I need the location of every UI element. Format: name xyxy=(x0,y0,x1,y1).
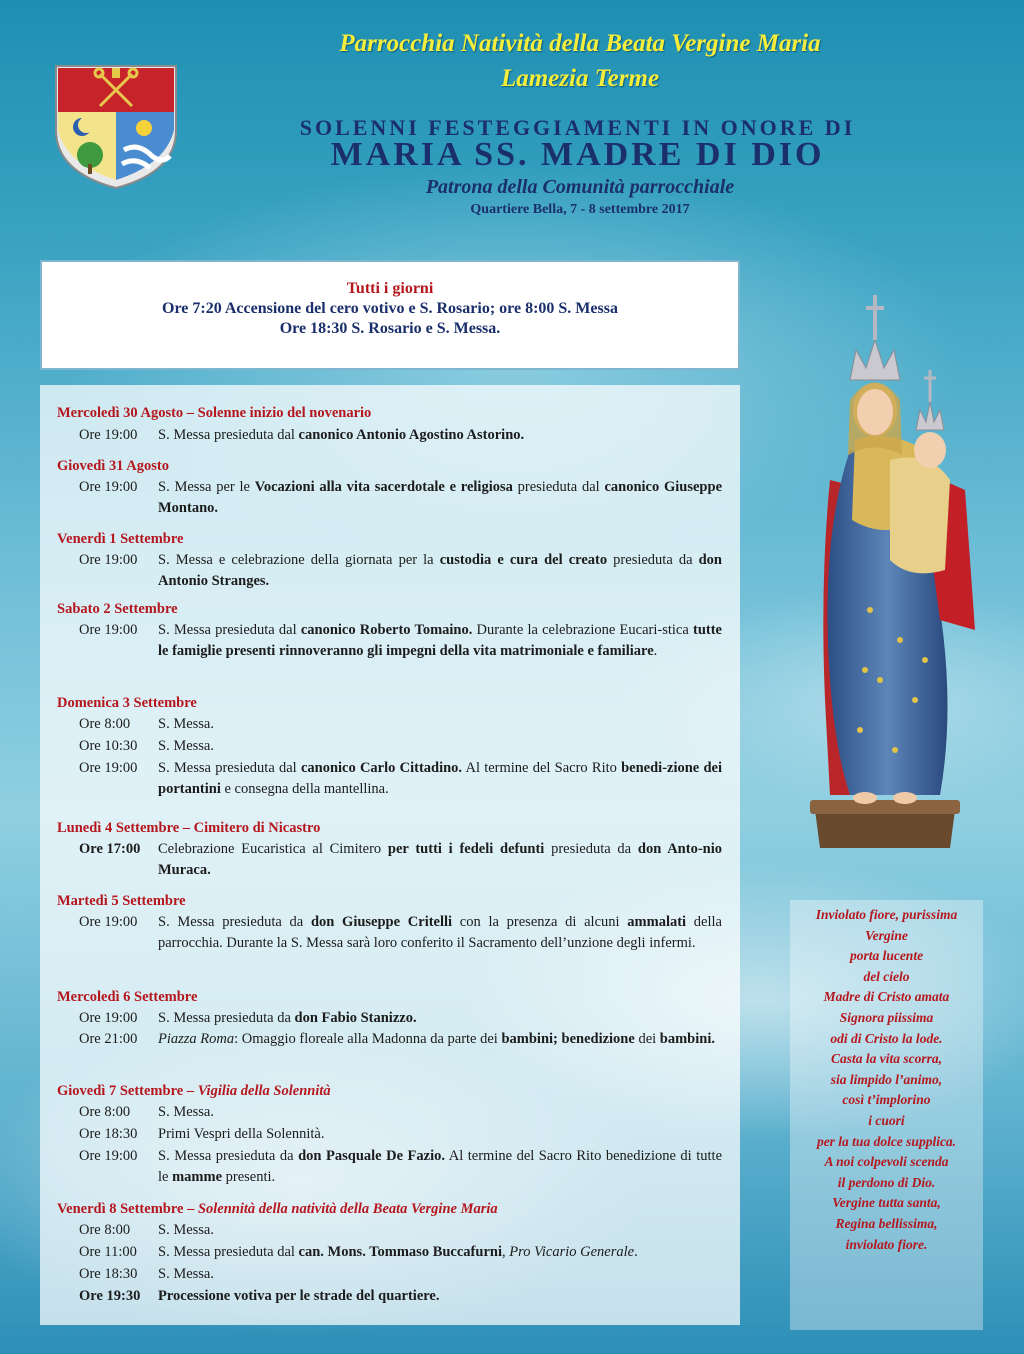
patron-line: Patrona della Comunità parrocchiale xyxy=(425,176,735,198)
day-heading xyxy=(57,891,186,912)
event-description xyxy=(158,1242,722,1263)
event-description xyxy=(158,758,722,800)
schedule-event xyxy=(79,1102,722,1123)
day-subtitle: Solennità della natività della Beata Vergine Maria xyxy=(197,1201,498,1217)
event-text-part: presieduta dal xyxy=(512,479,605,495)
event-time: Ore 21:00 xyxy=(79,1031,138,1047)
event-text-part: Al termine del Sacro Rito xyxy=(462,760,622,776)
event-time: Ore 8:00 xyxy=(79,1222,131,1238)
schedule-event xyxy=(79,1029,722,1050)
event-time: Ore 19:00 xyxy=(79,760,138,776)
day-label: Venerdì 1 Settembre xyxy=(57,531,184,547)
event-text-part: S. Messa presieduta da xyxy=(158,1010,295,1026)
day-heading xyxy=(57,456,169,477)
schedule-event xyxy=(79,839,722,881)
event-text-part: S. Messa presieduta dal xyxy=(158,1244,299,1260)
prayer-line: sia limpido l’animo, xyxy=(830,1071,943,1087)
event-description xyxy=(158,736,722,757)
event-text-part: Celebrazione Eucaristica al Cimitero xyxy=(158,841,388,857)
event-time: Ore 19:00 xyxy=(79,479,138,495)
event-text-part: S. Messa presieduta dal xyxy=(158,427,299,443)
prayer-line: Vergine tutta santa, xyxy=(832,1195,941,1211)
event-text-part: presieduta da xyxy=(607,552,699,568)
event-time: Ore 11:00 xyxy=(79,1244,137,1260)
event-text-part: bambini. xyxy=(659,1031,715,1047)
event-text-part: S. Messa presieduta dal xyxy=(158,760,301,776)
coat-of-arms-logo xyxy=(52,60,180,190)
day-label: Mercoledì 6 Settembre xyxy=(57,989,198,1005)
event-text-part: , xyxy=(501,1244,510,1260)
schedule-event xyxy=(79,1220,722,1241)
madonna-statue-image xyxy=(790,280,980,860)
event-text-part: tutte le famiglie presenti rinnoveranno gli impegni della vita matrimoniale e familiare xyxy=(158,622,722,659)
parish-name: Parrocchia Natività della Beata Vergine Maria xyxy=(339,30,821,57)
day-label: Venerdì 8 Settembre – xyxy=(57,1201,198,1217)
event-text-part: don Antonio Stranges. xyxy=(158,552,722,589)
event-text-part: S. Messa per le xyxy=(158,479,255,495)
event-time: Ore 18:30 xyxy=(79,1266,138,1282)
schedule-event xyxy=(79,550,722,592)
event-text-part: bambini; benedizione xyxy=(501,1031,635,1047)
event-description xyxy=(158,714,722,735)
prayer-line: Regina bellissima, xyxy=(835,1215,938,1231)
event-text-part: mamme xyxy=(172,1169,223,1185)
event-text-part: canonico Giuseppe Montano. xyxy=(158,479,722,516)
event-text-part: don Fabio Stanizzo. xyxy=(294,1010,417,1026)
event-text-part: presenti. xyxy=(222,1169,276,1185)
event-text-part: con la presenza di alcuni xyxy=(452,914,628,930)
event-text-part: Vocazioni alla vita sacerdotale e religiosa xyxy=(254,479,513,495)
event-text-part: Piazza Roma xyxy=(158,1031,235,1047)
feast-subtitle: SOLENNI FESTEGGIAMENTI IN ONORE DI xyxy=(299,115,856,140)
event-text-part: S. Messa e celebrazione della giornata per la xyxy=(158,552,440,568)
event-time: Ore 19:00 xyxy=(79,1148,138,1164)
day-heading xyxy=(57,693,197,714)
day-label: Martedì 5 Settembre xyxy=(57,893,186,909)
event-text-part: S. Messa presieduta da xyxy=(158,914,311,930)
event-text-part: Durante la celebrazione Eucari-stica xyxy=(472,622,693,638)
prayer-line: il perdono di Dio. xyxy=(837,1174,936,1190)
event-text-part: dei xyxy=(634,1031,660,1047)
schedule-event xyxy=(79,620,722,662)
event-time: Ore 17:00 xyxy=(79,841,141,857)
day-heading xyxy=(57,1199,498,1220)
schedule-event xyxy=(79,758,722,800)
event-text-part: della parrocchia. Durante la S. Messa sarà loro conferito il Sacramento dell’unzione degli infermi. xyxy=(158,914,722,951)
prayer-line: i cuori xyxy=(868,1112,905,1128)
event-text-part: Processione votiva per le strade del quartiere. xyxy=(158,1288,440,1304)
event-description xyxy=(158,1029,722,1050)
day-heading xyxy=(57,529,183,550)
prayer-line: Inviolato fiore, purissima xyxy=(815,907,958,922)
event-text-part: S. Messa. xyxy=(158,1266,214,1282)
event-text-part: Al termine del Sacro Rito benedizione di tutte le xyxy=(158,1148,723,1185)
daily-title: Tutti i giorni xyxy=(346,280,434,297)
schedule-event xyxy=(79,1286,722,1307)
event-text-part: don Giuseppe Critelli xyxy=(310,914,453,930)
event-description xyxy=(158,1264,722,1285)
event-description xyxy=(158,477,722,519)
daily-line-1: Ore 7:20 Accensione del cero votivo e S. Rosario; ore 8:00 S. Messa xyxy=(162,300,618,317)
day-label: Lunedì 4 Settembre – Cimitero di Nicastro xyxy=(57,820,321,836)
prayer-line: Casta la vita scorra, xyxy=(830,1051,942,1067)
prayer-line: A noi colpevoli scenda xyxy=(824,1154,949,1170)
event-text-part: per tutti i fedeli defunti xyxy=(387,841,545,857)
event-text-part: don Anto-nio Muraca. xyxy=(158,841,722,878)
event-text-part: canonico Carlo Cittadino. xyxy=(300,760,463,776)
prayer-line: per la tua dolce supplica. xyxy=(816,1133,957,1149)
prayer-line: del cielo xyxy=(863,968,910,984)
event-text-part: benedi-zione dei portantini xyxy=(158,760,722,797)
event-text-part: canonico Antonio Agostino Astorino. xyxy=(298,427,525,443)
parish-town: Lamezia Terme xyxy=(500,65,660,92)
event-text-part: ammalati xyxy=(627,914,687,930)
schedule-panel xyxy=(40,385,740,1325)
event-text-part: Primi Vespri della Solennità. xyxy=(158,1126,325,1142)
event-time: Ore 18:30 xyxy=(79,1126,138,1142)
event-description xyxy=(158,1008,722,1029)
event-text-part: . xyxy=(653,643,658,659)
event-description xyxy=(158,1220,722,1241)
event-text-part: S. Messa. xyxy=(158,1222,214,1238)
prayer-line: Madre di Cristo amata xyxy=(823,989,950,1005)
day-heading xyxy=(57,818,320,839)
event-text-part: don Pasquale De Fazio. xyxy=(298,1148,446,1164)
schedule-event xyxy=(79,1264,722,1285)
place-date: Quartiere Bella, 7 - 8 settembre 2017 xyxy=(470,202,690,217)
event-description xyxy=(158,1146,722,1188)
event-time: Ore 8:00 xyxy=(79,1104,131,1120)
schedule-event xyxy=(79,1124,722,1145)
event-text-part: S. Messa presieduta da xyxy=(158,1148,299,1164)
event-description xyxy=(158,425,722,446)
event-description xyxy=(158,1102,722,1123)
daily-line-2: Ore 18:30 S. Rosario e S. Messa. xyxy=(279,320,501,337)
daily-schedule-box xyxy=(40,260,740,370)
event-text-part: S. Messa presieduta dal xyxy=(158,622,301,638)
day-heading xyxy=(57,403,371,424)
event-time: Ore 8:00 xyxy=(79,716,131,732)
event-text-part: S. Messa. xyxy=(158,738,214,754)
day-heading xyxy=(57,599,178,620)
event-description xyxy=(158,839,722,881)
event-text-part: e consegna della mantellina. xyxy=(220,781,389,797)
day-label: Domenica 3 Settembre xyxy=(57,695,197,711)
schedule-event xyxy=(79,1008,722,1029)
prayer-line: così t’implorino xyxy=(842,1092,931,1108)
prayer-line: inviolato fiore. xyxy=(845,1236,928,1252)
day-label: Giovedì 31 Agosto xyxy=(57,458,169,474)
day-heading xyxy=(57,1081,331,1102)
event-description xyxy=(158,550,722,592)
event-text-part: custodia e cura del creato xyxy=(439,552,608,568)
day-label: Mercoledì 30 Agosto – Solenne inizio del novenario xyxy=(57,405,372,421)
schedule-event xyxy=(79,736,722,757)
event-time: Ore 10:30 xyxy=(79,738,138,754)
day-label: Giovedì 7 Settembre – xyxy=(57,1083,198,1099)
event-text-part: canonico Roberto Tomaino. xyxy=(300,622,473,638)
event-text-part: : Omaggio floreale alla Madonna da parte dei xyxy=(234,1031,502,1047)
event-text-part: S. Messa. xyxy=(158,1104,214,1120)
event-text-part: S. Messa. xyxy=(158,716,214,732)
prayer-box xyxy=(790,900,983,1330)
event-description xyxy=(158,912,722,954)
day-subtitle: Vigilia della Solennità xyxy=(197,1083,331,1099)
prayer-line: odi di Cristo la lode. xyxy=(830,1030,943,1046)
prayer-line: Vergine xyxy=(865,927,908,943)
day-label: Sabato 2 Settembre xyxy=(57,601,178,617)
prayer-line: porta lucente xyxy=(849,948,924,964)
event-time: Ore 19:00 xyxy=(79,427,138,443)
event-time: Ore 19:30 xyxy=(79,1288,141,1304)
event-description xyxy=(158,1124,722,1145)
day-heading xyxy=(57,987,197,1008)
schedule-event xyxy=(79,714,722,735)
event-text-part: . xyxy=(634,1244,638,1260)
event-description xyxy=(158,1286,722,1307)
event-text-part: Pro Vicario Generale xyxy=(509,1244,635,1260)
prayer-text xyxy=(790,900,983,1255)
schedule-event xyxy=(79,1146,722,1188)
schedule-event xyxy=(79,477,722,519)
schedule-event xyxy=(79,425,722,446)
event-time: Ore 19:00 xyxy=(79,622,138,638)
schedule-event xyxy=(79,912,722,954)
event-description xyxy=(158,620,722,662)
event-text-part: can. Mons. Tommaso Buccafurni xyxy=(298,1244,502,1260)
prayer-line: Signora piissima xyxy=(839,1009,934,1025)
event-time: Ore 19:00 xyxy=(79,552,138,568)
event-time: Ore 19:00 xyxy=(79,914,138,930)
schedule-event xyxy=(79,1242,722,1263)
feast-title: MARIA SS. MADRE DI DIO xyxy=(330,136,825,173)
event-time: Ore 19:00 xyxy=(79,1010,138,1026)
event-text-part: presieduta da xyxy=(544,841,638,857)
